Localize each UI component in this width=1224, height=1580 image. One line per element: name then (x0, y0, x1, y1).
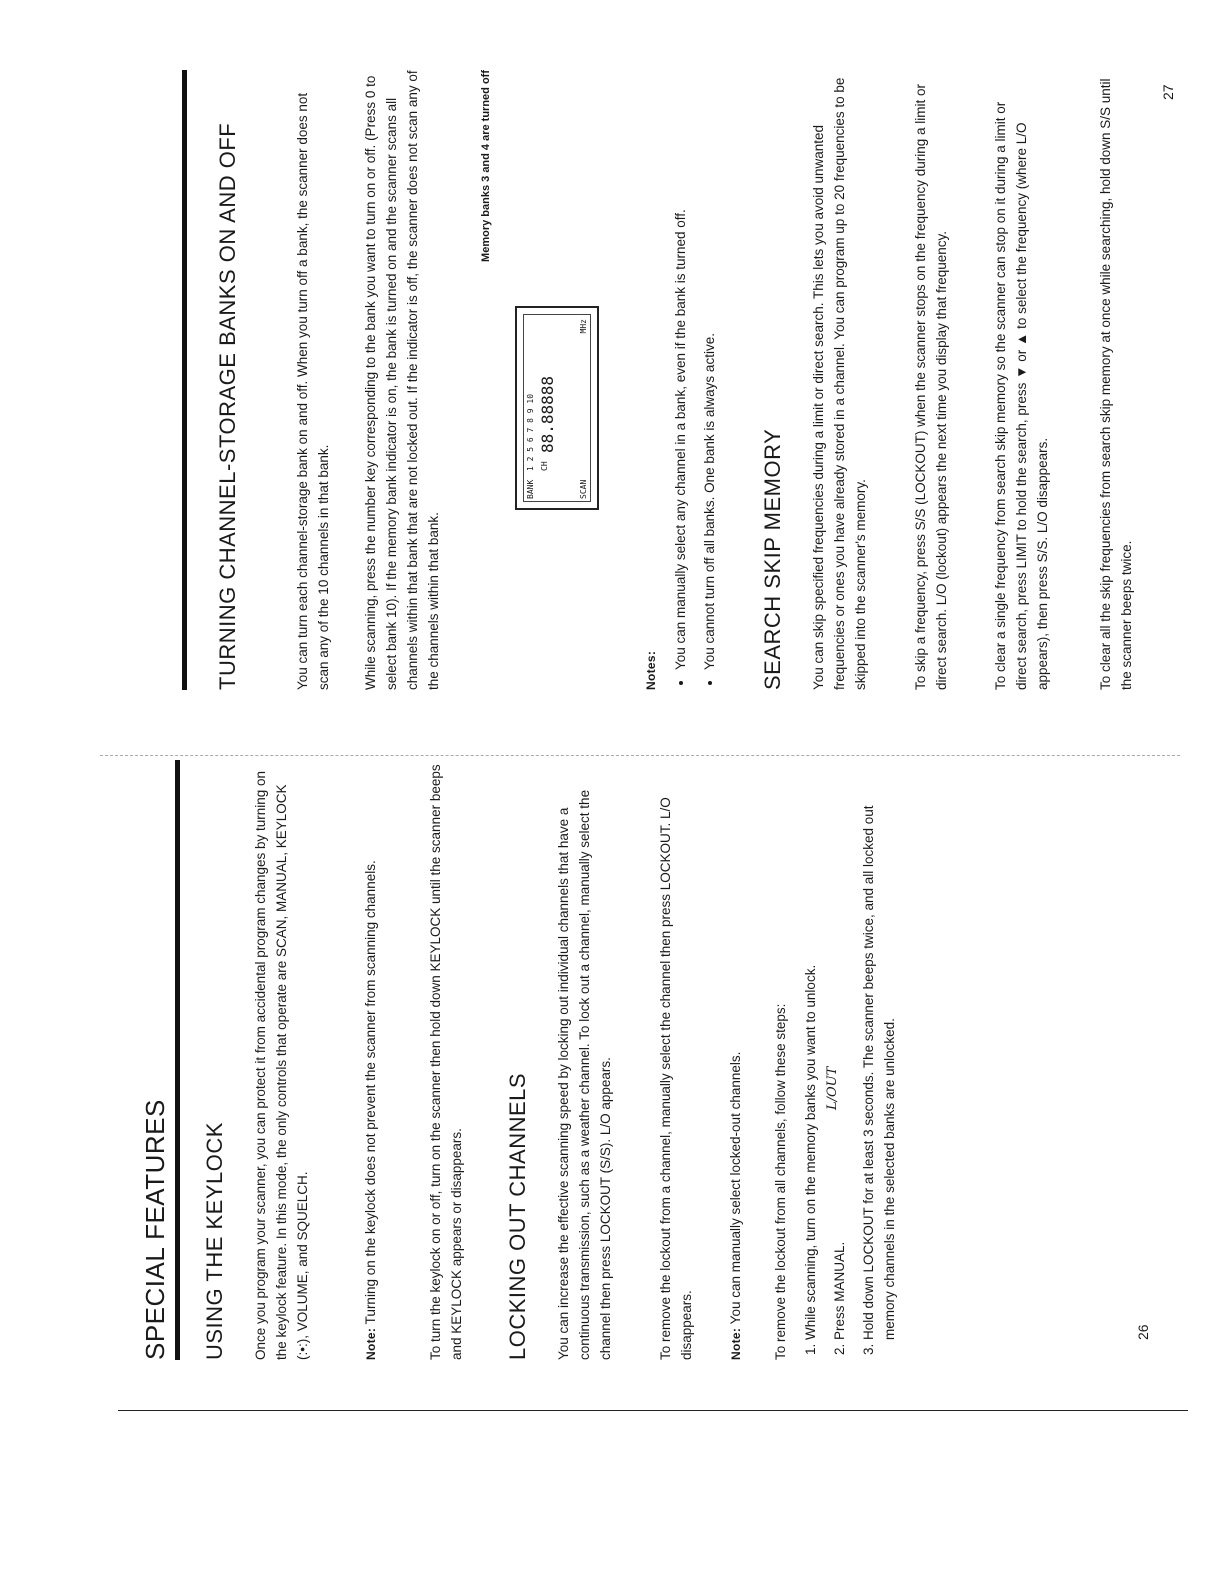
step-item: 2. Press MANUAL. (829, 760, 850, 1340)
note-item: • You cannot turn off all banks. One bank is always active. (699, 70, 720, 670)
step-item: 1. While scanning, turn on the memory banks you want to unlock. (800, 760, 821, 1340)
page-number-right: 27 (1160, 84, 1176, 100)
skip-paragraph-4: To clear all the skip frequencies from search skip memory at once while searching, hold down S/S until the scanner beeps twice. (1098, 78, 1134, 690)
locking-heading: LOCKING OUT CHANNELS (505, 1072, 530, 1360)
lcd-bank-numbers: 1 2 5 6 7 8 9 10 (526, 393, 535, 471)
rotated-spread (120, 70, 1200, 1400)
keylock-paragraph-1: Once you program your scanner, you can protect it from accidental program changes by turning on the keylock feature. In this mode, the only controls that operate are SCAN, MANUAL, KEYLOCK (:•:), VOLUME, and SQUELCH. (253, 770, 310, 1360)
keylock-note: Note: Turning on the keylock does not prevent the scanner from scanning channels. (363, 860, 378, 1360)
locking-paragraph-2: To remove the lockout from a channel, manually select the channel then press LOCKOUT. L/O disappears. (658, 797, 694, 1360)
step-item: 3. Hold down LOCKOUT for at least 3 seconds. The scanner beeps twice, and all locked out memory channels in the selected banks are unlocked. (858, 760, 900, 1340)
notes-label: Notes: (644, 650, 658, 690)
skip-heading: SEARCH SKIP MEMORY (760, 428, 785, 690)
skip-paragraph-1: You can skip specified frequencies during a limit or direct search. This lets you avoid unwanted frequencies or ones you have already stored in a channel. You can program up to 20 frequencies to be skipped into the scanner's memory. (811, 77, 868, 690)
steps-list (800, 760, 908, 1360)
title-rule (182, 70, 187, 690)
page-number-left: 26 (1135, 1324, 1151, 1340)
banks-heading: TURNING CHANNEL-STORAGE BANKS ON AND OFF (215, 122, 240, 690)
page-edge-line (118, 1410, 1188, 1411)
locking-note: Note: You can manually select locked-out channels. (728, 1051, 743, 1360)
banks-paragraph-1: You can turn each channel-storage bank on and off. When you turn off a bank, the scanner does not scan any of the 10 channels in that bank. (295, 92, 331, 690)
banks-paragraph-2: While scanning, press the number key corresponding to the bank you want to turn on or off. (Press 0 to select bank 10). If the memory bank indicator is on, the bank is turned on and the scanner scans all channels within that bank that are not locked out. If the indicator is off, the scanner does not scan any of the channels within that bank. (363, 70, 441, 690)
page-title: SPECIAL FEATURES (140, 1099, 170, 1360)
keylock-paragraph-2: To turn the keylock on or off, turn on the scanner then hold down KEYLOCK until the scanner beeps and KEYLOCK appears or disappears. (428, 764, 464, 1360)
handwritten-note: L/OUT (825, 1066, 840, 1110)
keylock-heading: USING THE KEYLOCK (202, 1122, 227, 1360)
skip-paragraph-3: To clear a single frequency from search skip memory so the scanner can stop on it during a limit or direct search, press LIMIT to hold the search, press ▼ or ▲ to select the frequency (where L/O appears), then press S/S. L/O disappears. (993, 101, 1050, 690)
lcd-scan-label: SCAN (579, 479, 588, 499)
note-item: • You can manually select any channel in a bank, even if the bank is turned off. (670, 70, 691, 670)
lcd-ch-label: CH (540, 461, 549, 471)
lcd-unit: MHz (579, 319, 588, 334)
lcd-bank-label: BANK (526, 479, 535, 499)
steps-intro: To remove the lockout from all channels, follow these steps: (773, 1003, 788, 1360)
title-rule (175, 760, 180, 1360)
notes-list (670, 70, 728, 690)
lcd-display (515, 306, 599, 510)
lcd-frame (523, 314, 591, 502)
skip-paragraph-2: To skip a frequency, press S/S (LOCKOUT) when the scanner stops on the frequency during a limit or direct search. L/O (lockout) appears the next time you display that frequency. (913, 83, 949, 690)
note-label: Note: (364, 1327, 378, 1360)
locking-paragraph-1: You can increase the effective scanning speed by locking out individual channels that have a continuous transmission, such as a weather channel. To lock out a channel, manually select the channel then press LOCKOUT (S/S). L/O appears. (556, 789, 613, 1360)
figure-caption: Memory banks 3 and 4 are turned off (480, 70, 492, 262)
lcd-digits: 88.88888 (538, 375, 557, 453)
